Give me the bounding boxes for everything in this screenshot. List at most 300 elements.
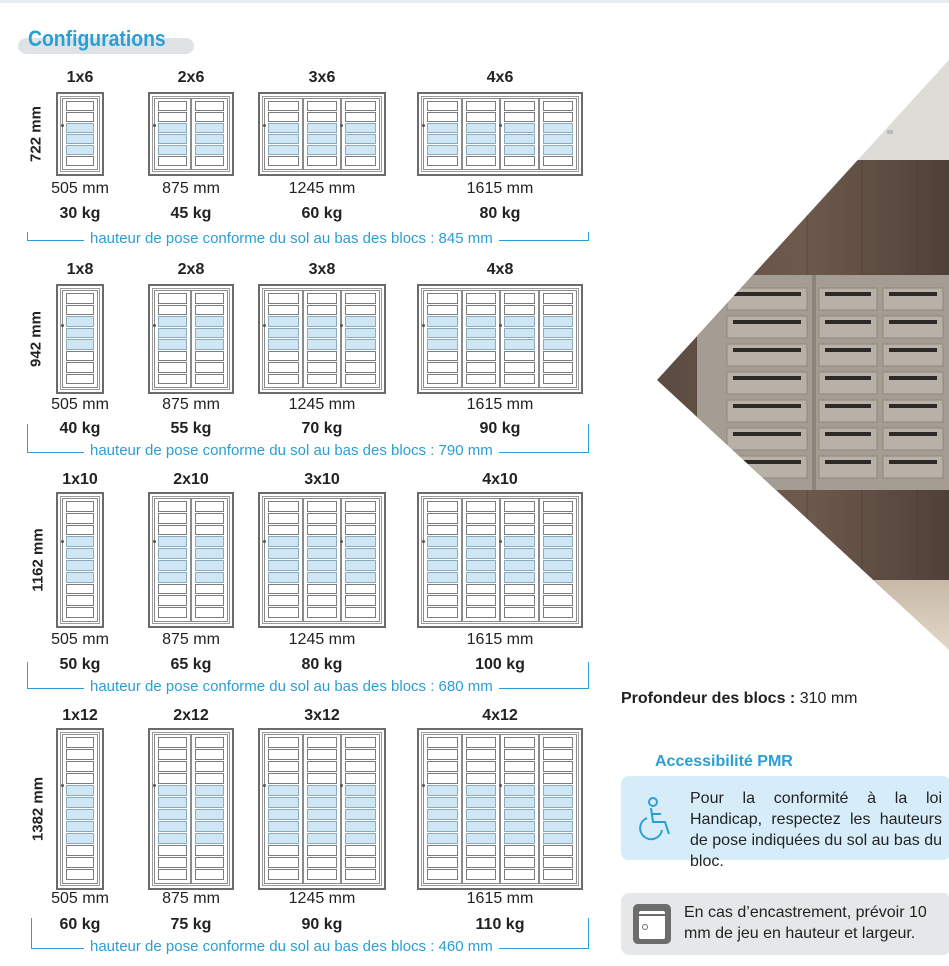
mailbox-slot	[66, 293, 94, 304]
mailbox-slot	[66, 339, 94, 350]
mailbox-column	[423, 98, 462, 170]
mailbox-column	[423, 498, 462, 622]
door-lock	[340, 324, 343, 327]
block-depth-value: 310 mm	[799, 690, 858, 707]
mailbox-column	[539, 734, 578, 884]
mailbox-slot	[427, 737, 458, 748]
mailbox-slot	[307, 833, 338, 844]
mailbox-slot	[427, 548, 458, 559]
mailbox-slot	[66, 584, 94, 595]
mailbox-column	[264, 290, 303, 388]
mailbox-slot	[195, 362, 224, 373]
mailbox-column	[154, 498, 191, 622]
mailbox-column	[500, 290, 539, 388]
mailbox-slot	[504, 339, 535, 350]
mailbox-slot	[307, 809, 338, 820]
mailbox-slot	[543, 525, 574, 536]
mailbox-slot	[466, 845, 497, 856]
mailbox-unit	[258, 92, 386, 176]
mailbox-slot	[195, 785, 224, 796]
mailbox-slot	[543, 761, 574, 772]
mailbox-slot	[427, 328, 458, 339]
mailbox-column	[462, 498, 501, 622]
mailbox-slot	[158, 123, 187, 133]
mailbox-column	[539, 98, 578, 170]
mailbox-slot	[158, 145, 187, 155]
mailbox-slot	[466, 857, 497, 868]
mailbox-slot	[66, 773, 94, 784]
mailbox-slot	[345, 821, 376, 832]
mailbox-slot	[466, 536, 497, 547]
mailbox-slot	[504, 857, 535, 868]
mailbox-slot	[66, 833, 94, 844]
mailbox-slot	[158, 749, 187, 760]
mailbox-slot	[466, 123, 497, 133]
mailbox-slot	[543, 536, 574, 547]
mailbox-column	[341, 98, 380, 170]
weight-label: 30 kg	[59, 205, 101, 222]
mailbox-unit	[258, 728, 386, 890]
mailbox-slot	[268, 123, 299, 133]
mailbox-slot	[158, 761, 187, 772]
mailbox-slot	[158, 821, 187, 832]
mailbox-slot	[195, 773, 224, 784]
mailbox-column	[191, 498, 228, 622]
weight-label: 75 kg	[170, 916, 212, 933]
mailbox-slot	[504, 328, 535, 339]
mailbox-slot	[427, 773, 458, 784]
mailbox-slot	[466, 501, 497, 512]
weight-label: 55 kg	[170, 420, 212, 437]
mailbox-slot	[466, 101, 497, 111]
mailbox-slot	[345, 809, 376, 820]
mailbox-slot	[504, 362, 535, 373]
mailbox-unit	[56, 492, 104, 628]
mailbox-slot	[66, 305, 94, 316]
mailbox-unit	[258, 284, 386, 394]
mailbox-slot	[158, 809, 187, 820]
pmr-text: Pour la conformité à la loi Handicap, respectez les hauteurs de pose indiquées du sol au bas du bloc.	[690, 790, 942, 870]
mailbox-slot	[504, 536, 535, 547]
mailbox-slot	[66, 737, 94, 748]
mailbox-slot	[307, 845, 338, 856]
mailbox-column	[462, 98, 501, 170]
config-label: 1x10	[62, 471, 98, 488]
mailbox-slot	[543, 351, 574, 362]
door-lock	[263, 324, 266, 327]
weight-label: 40 kg	[59, 420, 101, 437]
mailbox-slot	[268, 328, 299, 339]
mailbox-slot	[504, 548, 535, 559]
mailbox-slot	[543, 374, 574, 385]
mailbox-slot	[66, 560, 94, 571]
mailbox-column	[539, 498, 578, 622]
mailbox-column	[423, 290, 462, 388]
mailbox-slot	[158, 501, 187, 512]
mailbox-slot	[345, 785, 376, 796]
mailbox-slot	[427, 869, 458, 880]
mailbox-slot	[466, 548, 497, 559]
mailbox-slot	[66, 328, 94, 339]
mailbox-slot	[158, 101, 187, 111]
mailbox-slot	[307, 548, 338, 559]
mailbox-slot	[268, 857, 299, 868]
mailbox-slot	[427, 293, 458, 304]
width-label: 505 mm	[51, 890, 109, 907]
door-lock	[153, 324, 156, 327]
weight-label: 65 kg	[170, 656, 212, 673]
door-lock	[422, 540, 425, 543]
mailbox-slot	[466, 134, 497, 144]
mailbox-slot	[345, 607, 376, 618]
door-lock	[153, 784, 156, 787]
mailbox-slot	[504, 737, 535, 748]
block-depth-label: Profondeur des blocs :	[621, 690, 796, 707]
mailbox-slot	[427, 749, 458, 760]
pmr-title: Accessibilité PMR	[655, 753, 793, 770]
mailbox-slot	[268, 737, 299, 748]
mailbox-slot	[543, 560, 574, 571]
mailbox-slot	[195, 328, 224, 339]
mailbox-slot	[345, 156, 376, 166]
mailbox-slot	[427, 305, 458, 316]
mailbox-slot	[195, 572, 224, 583]
mailbox-slot	[466, 572, 497, 583]
mailbox-slot	[307, 134, 338, 144]
mailbox-slot	[158, 156, 187, 166]
door-lock	[61, 124, 64, 127]
mailbox-slot	[307, 869, 338, 880]
mailbox-slot	[543, 572, 574, 583]
mailbox-slot	[195, 134, 224, 144]
config-label: 4x10	[482, 471, 518, 488]
mailbox-slot	[466, 869, 497, 880]
mailbox-slot	[66, 869, 94, 880]
mailbox-slot	[158, 374, 187, 385]
mailbox-slot	[427, 156, 458, 166]
config-label: 1x8	[66, 261, 94, 278]
mailbox-slot	[345, 773, 376, 784]
door-lock	[153, 124, 156, 127]
mailbox-column	[500, 498, 539, 622]
mailbox-slot	[307, 572, 338, 583]
weight-label: 80 kg	[479, 205, 521, 222]
mailbox-unit	[148, 284, 234, 394]
mailbox-slot	[504, 525, 535, 536]
width-label: 1615 mm	[466, 631, 534, 648]
mailbox-slot	[307, 145, 338, 155]
mailbox-column	[154, 290, 191, 388]
mailbox-slot	[504, 501, 535, 512]
mailbox-column	[62, 498, 98, 622]
mailbox-slot	[158, 339, 187, 350]
weight-label: 45 kg	[170, 205, 212, 222]
mailbox-slot	[66, 362, 94, 373]
mailbox-slot	[466, 833, 497, 844]
mailbox-slot	[307, 374, 338, 385]
mailbox-slot	[268, 560, 299, 571]
mailbox-slot	[543, 123, 574, 133]
mailbox-unit	[417, 284, 583, 394]
mailbox-slot	[504, 123, 535, 133]
width-label: 1245 mm	[288, 631, 356, 648]
mailbox-column	[303, 290, 342, 388]
mailbox-slot	[345, 328, 376, 339]
mailbox-slot	[307, 749, 338, 760]
config-label: 3x12	[304, 707, 340, 724]
mailbox-slot	[268, 595, 299, 606]
mailbox-slot	[466, 362, 497, 373]
mailbox-slot	[268, 536, 299, 547]
mailbox-slot	[307, 737, 338, 748]
mailbox-slot	[427, 536, 458, 547]
mailbox-slot	[66, 548, 94, 559]
mailbox-slot	[195, 584, 224, 595]
mailbox-slot	[466, 797, 497, 808]
mailbox-slot	[504, 584, 535, 595]
mailbox-slot	[158, 328, 187, 339]
width-label: 505 mm	[51, 180, 109, 197]
mailbox-slot	[158, 548, 187, 559]
recessed-mailbox-icon	[633, 904, 671, 944]
mailbox-slot	[195, 737, 224, 748]
mailbox-slot	[268, 305, 299, 316]
mailbox-slot	[268, 584, 299, 595]
weight-label: 60 kg	[301, 205, 343, 222]
mailbox-slot	[504, 293, 535, 304]
mailbox-slot	[195, 857, 224, 868]
mailbox-slot	[158, 584, 187, 595]
mailbox-slot	[427, 339, 458, 350]
mailbox-unit	[56, 92, 104, 176]
mailbox-column	[303, 98, 342, 170]
mailbox-slot	[345, 305, 376, 316]
weight-label: 90 kg	[479, 420, 521, 437]
width-label: 875 mm	[162, 180, 220, 197]
mailbox-slot	[345, 513, 376, 524]
mailbox-slot	[543, 821, 574, 832]
mailbox-slot	[466, 305, 497, 316]
weight-label: 60 kg	[59, 916, 101, 933]
weight-label: 110 kg	[475, 916, 525, 933]
mailbox-slot	[427, 797, 458, 808]
weight-label: 50 kg	[59, 656, 101, 673]
door-lock	[340, 124, 343, 127]
mailbox-slot	[504, 156, 535, 166]
mailbox-slot	[345, 548, 376, 559]
width-label: 1245 mm	[288, 396, 356, 413]
mailbox-slot	[466, 525, 497, 536]
mailbox-slot	[504, 560, 535, 571]
mailbox-column	[303, 734, 342, 884]
mailbox-slot	[158, 536, 187, 547]
mailbox-slot	[268, 821, 299, 832]
mailbox-slot	[268, 773, 299, 784]
mailbox-slot	[427, 112, 458, 122]
width-label: 1615 mm	[466, 396, 534, 413]
mailbox-slot	[504, 572, 535, 583]
mailbox-slot	[504, 809, 535, 820]
mailbox-column	[62, 98, 98, 170]
mailbox-slot	[66, 845, 94, 856]
mailbox-photo	[657, 60, 949, 650]
mailbox-slot	[66, 607, 94, 618]
mailbox-slot	[268, 156, 299, 166]
mailbox-slot	[268, 501, 299, 512]
mailbox-slot	[195, 525, 224, 536]
mailbox-slot	[504, 305, 535, 316]
width-label: 1245 mm	[288, 180, 356, 197]
mailbox-slot	[66, 501, 94, 512]
mailbox-slot	[543, 305, 574, 316]
mailbox-slot	[543, 328, 574, 339]
mailbox-slot	[466, 809, 497, 820]
mailbox-slot	[195, 797, 224, 808]
pose-height-text: hauteur de pose conforme du sol au bas des blocs : 460 mm	[84, 938, 499, 955]
mailbox-slot	[427, 134, 458, 144]
mailbox-slot	[543, 607, 574, 618]
mailbox-slot	[466, 785, 497, 796]
width-label: 1245 mm	[288, 890, 356, 907]
mailbox-slot	[307, 328, 338, 339]
mailbox-column	[191, 98, 228, 170]
mailbox-column	[423, 734, 462, 884]
mailbox-slot	[307, 797, 338, 808]
mailbox-slot	[66, 761, 94, 772]
mailbox-slot	[504, 351, 535, 362]
mailbox-slot	[158, 560, 187, 571]
mailbox-slot	[66, 572, 94, 583]
mailbox-slot	[427, 501, 458, 512]
door-lock	[263, 540, 266, 543]
mailbox-slot	[66, 525, 94, 536]
mailbox-slot	[268, 845, 299, 856]
mailbox-slot	[504, 797, 535, 808]
mailbox-slot	[307, 293, 338, 304]
mailbox-slot	[268, 525, 299, 536]
door-lock	[61, 540, 64, 543]
mailbox-slot	[543, 101, 574, 111]
mailbox-slot	[195, 501, 224, 512]
mailbox-slot	[345, 351, 376, 362]
mailbox-column	[154, 98, 191, 170]
height-label: 722 mm	[27, 106, 45, 162]
mailbox-slot	[268, 607, 299, 618]
mailbox-slot	[345, 374, 376, 385]
width-label: 1615 mm	[466, 180, 534, 197]
mailbox-slot	[307, 785, 338, 796]
mailbox-slot	[158, 112, 187, 122]
mailbox-slot	[158, 737, 187, 748]
config-label: 2x10	[173, 471, 209, 488]
mailbox-column	[539, 290, 578, 388]
mailbox-slot	[195, 821, 224, 832]
mailbox-slot	[427, 513, 458, 524]
mailbox-slot	[158, 869, 187, 880]
mailbox-slot	[195, 845, 224, 856]
mailbox-slot	[307, 584, 338, 595]
mailbox-slot	[268, 749, 299, 760]
mailbox-unit	[417, 728, 583, 890]
mailbox-slot	[504, 845, 535, 856]
mailbox-slot	[466, 584, 497, 595]
mailbox-slot	[427, 525, 458, 536]
door-lock	[340, 540, 343, 543]
mailbox-slot	[345, 536, 376, 547]
door-lock	[499, 324, 502, 327]
mailbox-slot	[466, 374, 497, 385]
height-label: 942 mm	[27, 311, 45, 367]
mailbox-slot	[158, 607, 187, 618]
config-label: 2x8	[177, 261, 205, 278]
weight-label: 80 kg	[301, 656, 343, 673]
mailbox-slot	[345, 833, 376, 844]
mailbox-slot	[504, 869, 535, 880]
width-label: 875 mm	[162, 890, 220, 907]
mailbox-slot	[195, 761, 224, 772]
mailbox-slot	[466, 737, 497, 748]
mailbox-slot	[307, 857, 338, 868]
mailbox-slot	[66, 809, 94, 820]
mailbox-slot	[66, 112, 94, 122]
config-label: 3x8	[308, 261, 336, 278]
mailbox-slot	[307, 761, 338, 772]
mailbox-slot	[427, 316, 458, 327]
mailbox-slot	[268, 548, 299, 559]
mailbox-slot	[158, 572, 187, 583]
mailbox-column	[462, 290, 501, 388]
mailbox-slot	[427, 123, 458, 133]
mailbox-slot	[66, 857, 94, 868]
mailbox-slot	[307, 501, 338, 512]
door-lock	[422, 324, 425, 327]
width-label: 505 mm	[51, 631, 109, 648]
config-label: 4x12	[482, 707, 518, 724]
weight-label: 100 kg	[475, 656, 525, 673]
mailbox-column	[264, 98, 303, 170]
mailbox-slot	[307, 316, 338, 327]
mailbox-slot	[504, 145, 535, 155]
mailbox-slot	[66, 821, 94, 832]
mailbox-slot	[345, 501, 376, 512]
config-label: 4x8	[486, 261, 514, 278]
mailbox-slot	[466, 351, 497, 362]
mailbox-slot	[543, 134, 574, 144]
config-label: 3x10	[304, 471, 340, 488]
mailbox-slot	[345, 101, 376, 111]
mailbox-slot	[466, 761, 497, 772]
mailbox-slot	[543, 833, 574, 844]
mailbox-slot	[345, 737, 376, 748]
mailbox-slot	[427, 809, 458, 820]
mailbox-slot	[543, 584, 574, 595]
mailbox-slot	[543, 595, 574, 606]
height-label: 1382 mm	[29, 776, 47, 842]
mailbox-slot	[158, 134, 187, 144]
mailbox-slot	[466, 293, 497, 304]
mailbox-column	[341, 734, 380, 884]
mailbox-column	[341, 498, 380, 622]
mailbox-slot	[543, 749, 574, 760]
mailbox-slot	[504, 374, 535, 385]
mailbox-slot	[268, 293, 299, 304]
mailbox-slot	[268, 869, 299, 880]
mailbox-slot	[466, 156, 497, 166]
mailbox-slot	[345, 857, 376, 868]
mailbox-slot	[345, 584, 376, 595]
mailbox-slot	[158, 595, 187, 606]
mailbox-slot	[158, 305, 187, 316]
